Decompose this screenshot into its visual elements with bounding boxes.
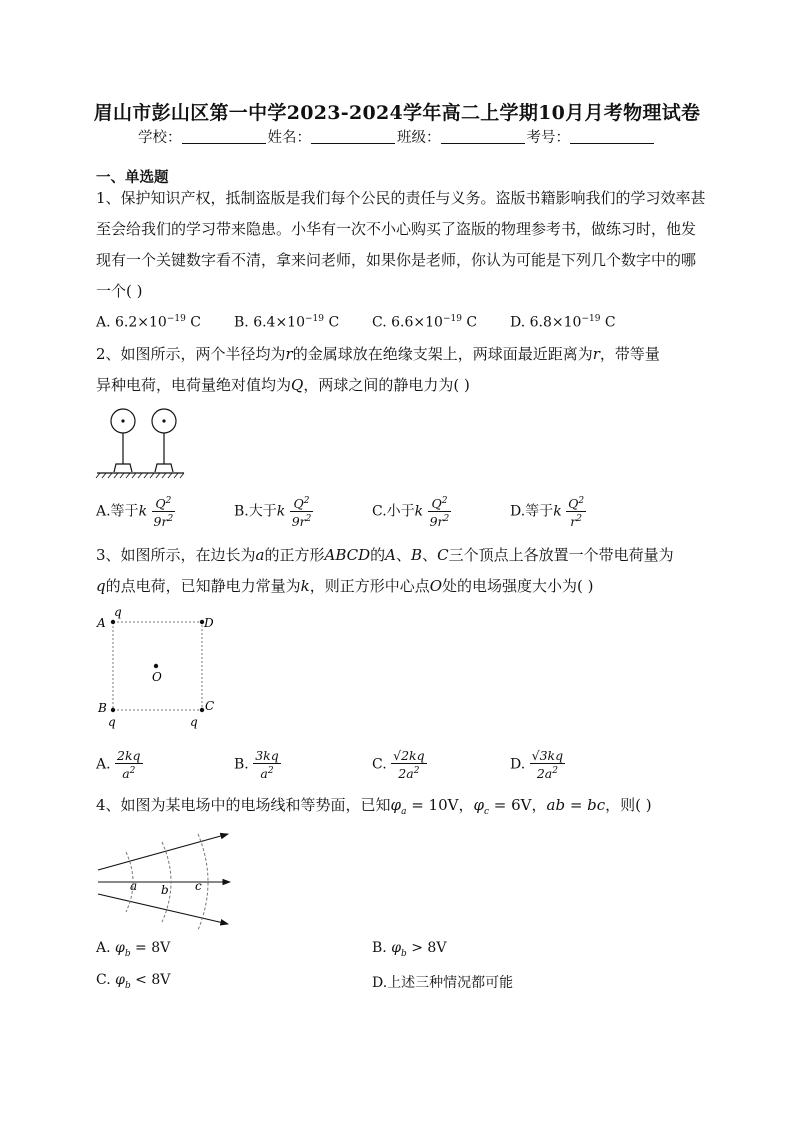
- class-blank[interactable]: [441, 129, 525, 144]
- exam-no-label: 考号：: [526, 130, 570, 146]
- name-blank[interactable]: [311, 129, 395, 144]
- q4-option-b[interactable]: B. $\varphi_b > 8V$: [372, 940, 447, 959]
- q4-option-a[interactable]: A. $\varphi_b = 8V$: [96, 940, 171, 959]
- question-2-text: 2、如图所示，两个半径均为r的金属球放在绝缘支架上，两球面最近距离为r，带等量 异种电荷，电荷量绝对值均为Q，两球之间的静电力为( ): [96, 345, 660, 394]
- point-label-c: c: [195, 879, 202, 893]
- page-title: 眉山市彭山区第一中学2023-2024学年高二上学期10月月考物理试卷: [93, 102, 701, 124]
- charge-label-a: q: [114, 605, 122, 619]
- q4-figure-field-lines: [94, 832, 236, 930]
- q1-option-c[interactable]: C. $6.6\times 10^{-19}$ C: [372, 314, 478, 331]
- field-line-bottom: [98, 894, 228, 924]
- q2-option-c[interactable]: C.小于k $\frac{Q^2}{9r^2}$: [372, 496, 450, 530]
- q4-option-d[interactable]: D.上述三种情况都可能: [372, 975, 514, 991]
- point-label-a: a: [130, 879, 138, 893]
- charge-label-c: q: [190, 715, 198, 729]
- q3-figure-square: [94, 604, 224, 730]
- exam-no-blank[interactable]: [570, 129, 654, 144]
- school-blank[interactable]: [182, 129, 266, 144]
- question-1-text: 1、保护知识产权，抵制盗版是我们每个公民的责任与义务。盗版书籍影响我们的学习效率甚至会给我们的学习带来隐患。小华有一次不小心购买了盗版的物理参考书，做练习时，他发现有一个关键数字看不清，拿来问老师，如果你是老师，你认为可能是下列几个数字中的哪一个( ): [96, 189, 706, 300]
- vertex-label-c: C: [205, 699, 215, 713]
- q1-option-a[interactable]: A. $6.2\times 10^{-19}$ C: [96, 314, 201, 331]
- q2-option-d[interactable]: D.等于k $\frac{Q^2}{r^2}$: [510, 496, 585, 530]
- student-info-line: [0, 126, 794, 147]
- vertex-label-a: A: [97, 616, 106, 630]
- q3-option-a[interactable]: A. $\frac{2kq}{a^2}$: [96, 748, 141, 782]
- section-heading: 一、单选题: [96, 169, 169, 186]
- name-label: 姓名：: [267, 130, 311, 146]
- center-label-o: O: [152, 670, 162, 684]
- question-4-text: 4、如图为某电场中的电场线和等势面，已知$\varphi_a = 10V$，$\varphi_c = 6V$，ab = bc，则( ): [96, 796, 652, 817]
- q3-option-d[interactable]: D. $\frac{√3kq}{2a^2}$: [510, 748, 564, 782]
- school-label: 学校：: [138, 130, 182, 146]
- vertex-label-d: D: [204, 616, 214, 630]
- q4-option-c[interactable]: C. $\varphi_b < 8V$: [96, 972, 171, 991]
- q2-figure-two-spheres: [94, 402, 184, 478]
- class-label: 班级：: [397, 130, 441, 146]
- q3-option-b[interactable]: B. $\frac{3kq}{a^2}$: [234, 748, 279, 782]
- question-3-text: 3、如图所示，在边长为a的正方形ABCD的A、B、C三个顶点上各放置一个带电荷量为 q的点电荷，已知静电力常量为k，则正方形中心点O处的电场强度大小为( ): [96, 546, 674, 595]
- q2-option-b[interactable]: B.大于k $\frac{Q^2}{9r^2}$: [234, 496, 312, 530]
- vertex-label-b: B: [98, 701, 107, 715]
- field-line-top: [98, 834, 228, 870]
- point-label-b: b: [161, 883, 169, 897]
- charge-label-b: q: [108, 715, 116, 729]
- q2-option-a[interactable]: A.等于k $\frac{Q^2}{9r^2}$: [96, 496, 174, 530]
- q3-option-c[interactable]: C. $\frac{√2kq}{2a^2}$: [372, 748, 425, 782]
- q1-option-b[interactable]: B. $6.4\times 10^{-19}$ C: [234, 314, 340, 331]
- q1-option-d[interactable]: D. $6.8\times 10^{-19}$ C: [510, 314, 616, 331]
